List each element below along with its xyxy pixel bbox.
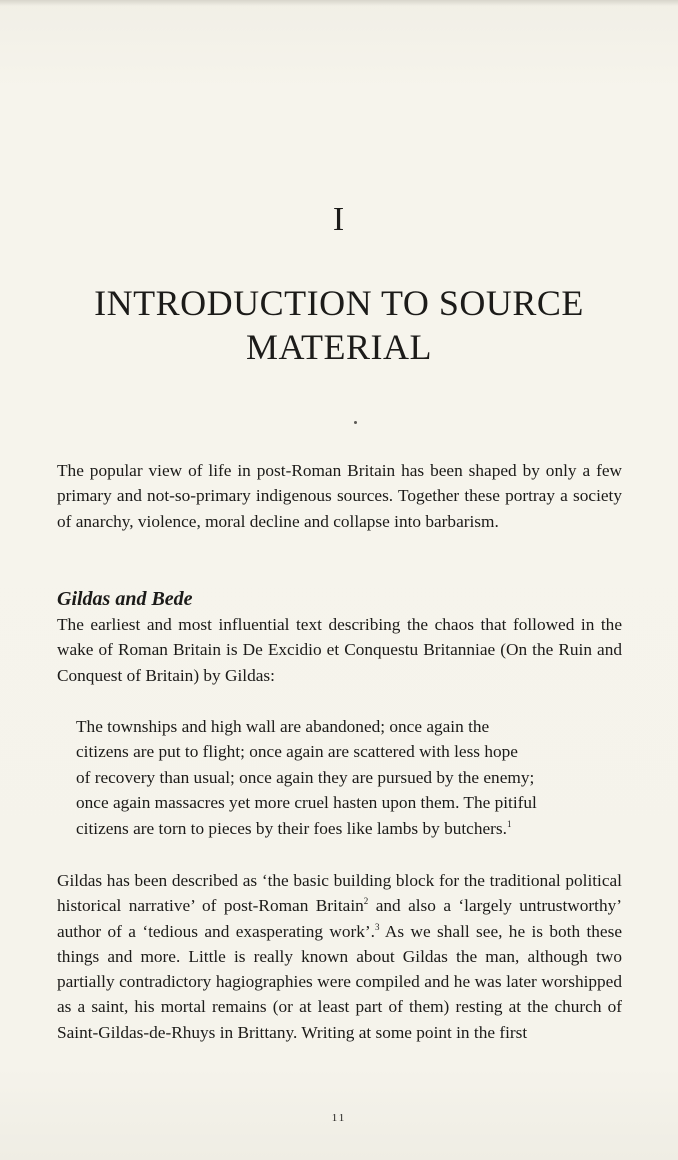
quote-line: The townships and high wall are abandoned; once again the (76, 717, 490, 736)
chapter-number: I (332, 201, 346, 238)
section-heading: Gildas and Bede (57, 588, 193, 610)
quote-line: citizens are put to flight; once again are scattered with less hope (76, 742, 518, 762)
quote-line-last (76, 816, 602, 841)
section-paragraph: The earliest and most influential text describing the chaos that followed in the wake of Roman Britain is De Excidio et Conquestu Britanniae (On the Ruin and Conquest of Britain) by Gildas: (57, 615, 622, 685)
chapter-title-line-2: MATERIAL (246, 327, 432, 367)
body-text-part-3: As we shall see, he is both these things and more. Little is really known about Gildas the man, although two partially contradictory hagiographies were compiled and he was later worshipped as a saint, his mortal remains (or at least part of them) resting at the church of Saint-Gildas-de-Rhuys in Brittany. Writing at some point in the first (57, 921, 623, 1042)
page-top-edge (0, 0, 678, 6)
body-text-part-2: and also a ‘largely untrustworthy’ author of a ‘tedious and exasperating work’. (57, 896, 622, 941)
page-number: 11 (331, 1112, 347, 1124)
body-text-part-1: Gildas has been described as ‘the basic building block for the traditional political historical narrative’ of post-Roman Britain (57, 871, 622, 916)
quote-line: of recovery than usual; once again they are pursued by the enemy; (76, 767, 535, 787)
chapter-title-line-1: INTRODUCTION TO SOURCE (94, 283, 584, 323)
body-paragraph (57, 868, 622, 1045)
footnote-ref-3: 3 (375, 921, 380, 932)
block-quote (76, 714, 602, 841)
intro-paragraph: The popular view of life in post-Roman Britain has been shaped by only a few primary and not-so-primary indigenous sources. Together these portray a society of anarchy, violence, moral decline and collapse into barbarism. (57, 461, 622, 531)
chapter-title (40, 281, 638, 369)
ornament-dot (354, 421, 357, 424)
quote-line: once again massacres yet more cruel hasten upon them. The pitiful (76, 793, 537, 813)
footnote-ref-2: 2 (363, 896, 369, 907)
quote-line-text: citizens are torn to pieces by their foes like lambs by butchers. (76, 818, 507, 838)
footnote-ref-1: 1 (506, 818, 512, 829)
